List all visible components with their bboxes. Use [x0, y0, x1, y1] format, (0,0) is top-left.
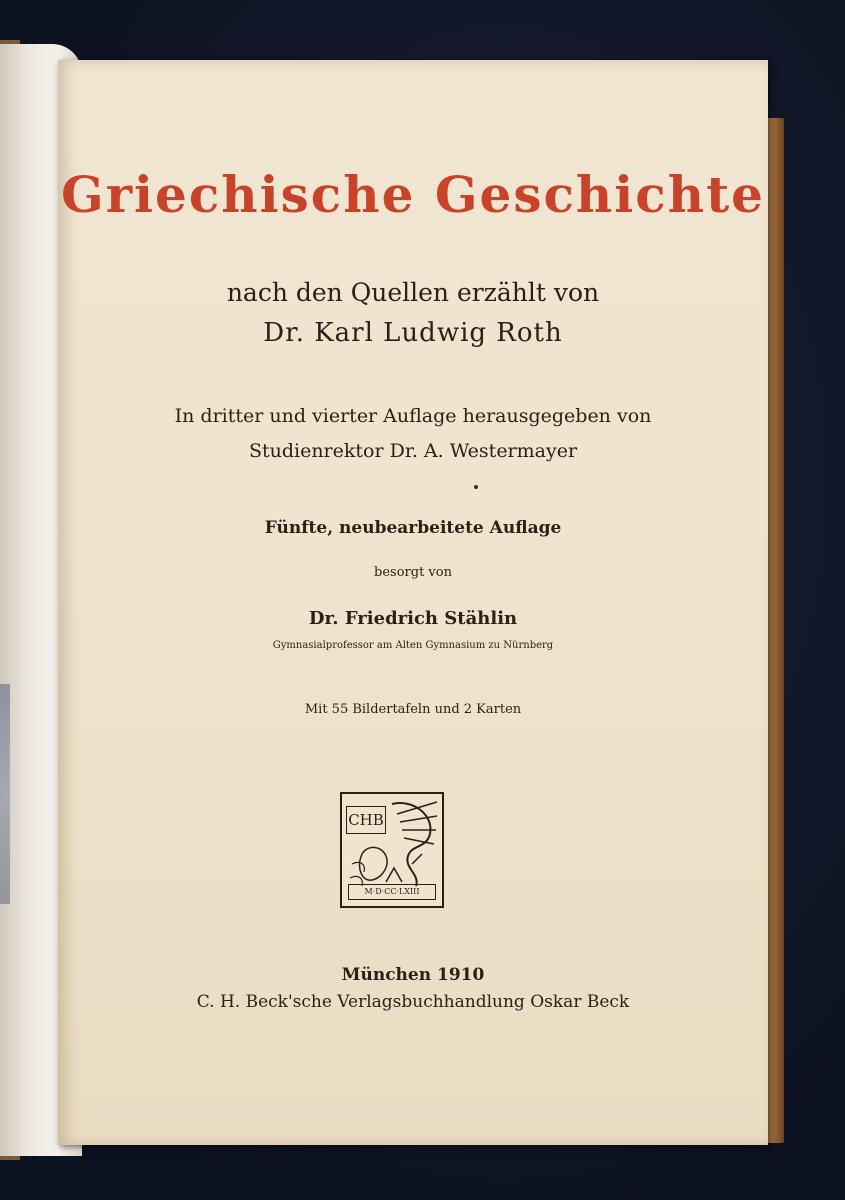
besorgt-von: besorgt von	[374, 565, 452, 580]
logo-monogram: CHB	[346, 806, 386, 834]
fifth-edition: Fünfte, neubearbeitete Auflage	[264, 518, 562, 538]
editor-name: Dr. Friedrich Stählin	[308, 608, 518, 629]
ornament-dot	[474, 485, 478, 489]
edition-line-1: In dritter und vierter Auflage herausgegeben von	[174, 405, 652, 427]
edition-line-2: Studienrektor Dr. A. Westermayer	[248, 440, 578, 462]
place-year: München 1910	[341, 965, 485, 985]
author-name: Dr. Karl Ludwig Roth	[263, 318, 563, 348]
logo-year: M·D·CC·LXIII	[348, 884, 436, 900]
publisher-logo	[340, 792, 444, 908]
editor-role: Gymnasialprofessor am Alten Gymnasium zu Nürnberg	[272, 640, 554, 651]
subtitle-line: nach den Quellen erzählt von	[226, 278, 600, 307]
book-title: Griechische Geschichte	[61, 165, 765, 224]
title-page	[58, 60, 768, 1145]
illustrations-note: Mit 55 Bildertafeln und 2 Karten	[304, 702, 522, 717]
publisher-name: C. H. Beck'sche Verlagsbuchhandlung Oskar Beck	[196, 992, 630, 1012]
